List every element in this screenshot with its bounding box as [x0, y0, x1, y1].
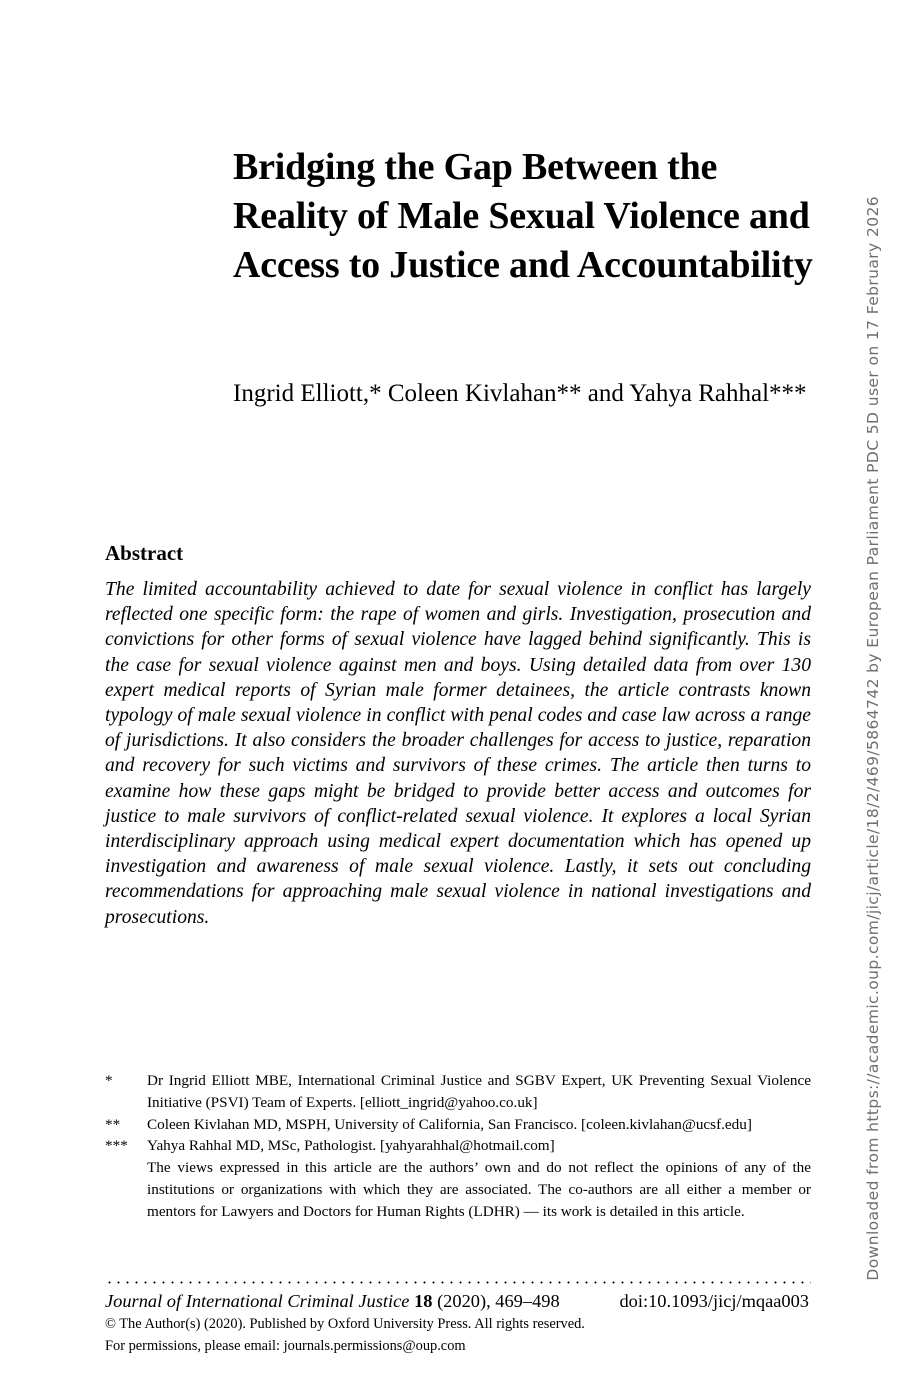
doi-link[interactable]: doi:10.1093/jicj/mqaa003 [619, 1291, 809, 1311]
footnote-item [105, 1135, 811, 1157]
journal-pages: (2020), 469–498 [437, 1291, 560, 1311]
footnote-marker: *** [105, 1137, 128, 1155]
footnote-item [105, 1114, 811, 1136]
title-block [233, 143, 813, 290]
abstract-text: The limited accountability achieved to date for sexual violence in conflict has largely reflected one specific form: the rape of women and girls. Investigation, prosecution and convictions for other forms of sexual violence have lagged behind significantly. This is the case for sexual violence against men and boys. Using detailed data from over 130 expert medical reports of Syrian male former detainees, the article contrasts known typology of male sexual violence in conflict with penal codes and case law across a range of jurisdictions. It also considers the broader challenges for access to justice, reparation and recovery for such victims and survivors of these crimes. The article then turns to examine how these gaps might be bridged to provide better access and outcomes for justice to male survivors of conflict-related sexual violence. It explores a local Syrian interdisciplinary approach using medical expert documentation which has opened up investigation and awareness of male sexual violence. Lastly, it sets out concluding recommendations for approaching male sexual violence in national investigations and prosecutions. [105, 579, 811, 928]
footer-divider [105, 1281, 811, 1284]
footnote-item [105, 1070, 811, 1114]
footnote-marker: ** [105, 1115, 121, 1133]
journal-citation [105, 1289, 560, 1313]
footer-citation-row [105, 1289, 811, 1313]
journal-footer [105, 1289, 811, 1356]
download-watermark-text: Downloaded from https://academic.oup.com/jicj/article/18/2/469/5864742 by European Parliament PDC 5D user on 17 February 2026 [864, 196, 882, 1281]
footnote-marker: * [105, 1072, 113, 1089]
journal-volume: 18 [414, 1291, 433, 1311]
copyright-line-2: For permissions, please email: journals.permissions@oup.com [105, 1337, 466, 1354]
footnote-text: Yahya Rahhal MD, MSc, Pathologist. [yahyarahhal@hotmail.com] [147, 1137, 555, 1155]
abstract-heading: Abstract [105, 541, 184, 565]
footnote-text: Dr Ingrid Elliott MBE, International Criminal Justice and SGBV Expert, UK Preventing Sexual Violence Initiative (PSVI) Team of Experts. [elliott_ingrid@yahoo.co.uk] [147, 1072, 811, 1111]
author-list: Ingrid Elliott,* Coleen Kivlahan** and Yahya Rahhal*** [233, 380, 807, 407]
footnote-text: Coleen Kivlahan MD, MSPH, University of California, San Francisco. [coleen.kivlahan@ucsf.edu] [147, 1115, 752, 1133]
page-title: Bridging the Gap Between the Reality of Male Sexual Violence and Access to Justice and Accountability [233, 146, 813, 286]
footnotes-block [105, 1070, 811, 1223]
footnote-disclaimer: The views expressed in this article are the authors’ own and do not reflect the opinions of any of the institutions or organizations with which they are associated. The co-authors are all either a member or mentors for Lawyers and Doctors for Human Rights (LDHR) — its work is detailed in this article. [147, 1159, 811, 1220]
journal-name: Journal of International Criminal Justice [105, 1291, 410, 1311]
copyright-line-1: © The Author(s) (2020). Published by Oxford University Press. All rights reserved. [105, 1316, 585, 1332]
download-watermark [856, 196, 890, 1286]
